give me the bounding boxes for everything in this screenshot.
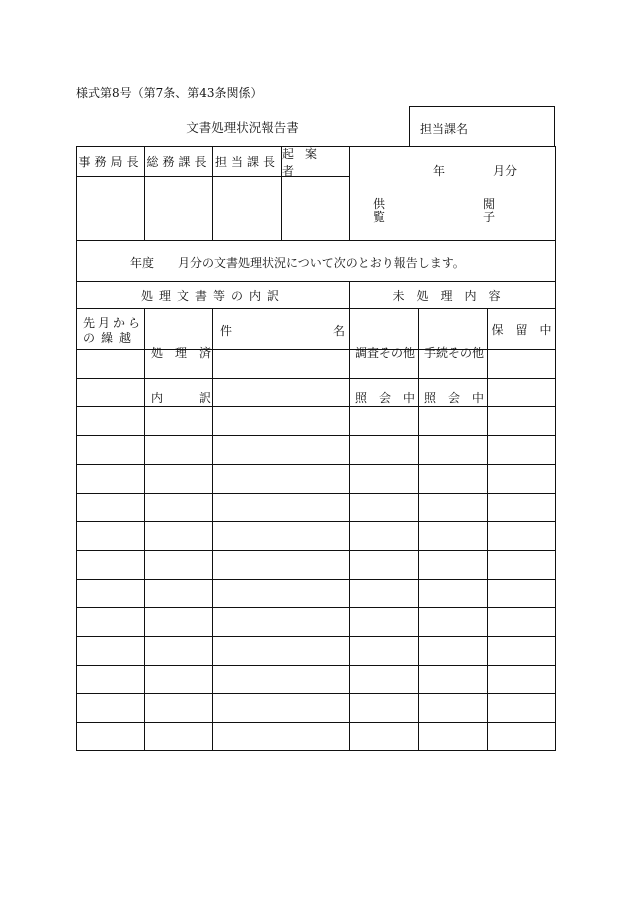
table-cell[interactable]: [419, 436, 487, 464]
table-cell[interactable]: [350, 666, 418, 694]
ran-label: 覧: [373, 210, 386, 224]
table-cell[interactable]: [77, 666, 144, 694]
table-cell[interactable]: [419, 522, 487, 550]
table-row: [77, 350, 555, 378]
table-cell[interactable]: [145, 522, 212, 550]
month-label: 月分: [493, 164, 518, 178]
table-row: [77, 580, 555, 608]
table-cell[interactable]: [350, 580, 418, 608]
table-cell[interactable]: [419, 350, 487, 378]
table-cell[interactable]: [145, 723, 212, 751]
table-cell[interactable]: [77, 723, 144, 751]
report-year-label: 年度: [130, 256, 155, 270]
table-cell[interactable]: [419, 465, 487, 493]
table-cell[interactable]: [145, 436, 212, 464]
table-cell[interactable]: [77, 436, 144, 464]
charge-department-label: 担当課名: [420, 122, 469, 136]
table-cell[interactable]: [145, 551, 212, 579]
kyo-label: 供: [373, 197, 386, 211]
shi-label: 子: [483, 210, 496, 224]
role-secretary-general: 事務局長: [78, 155, 143, 169]
table-cell[interactable]: [488, 522, 555, 550]
table-cell[interactable]: [488, 608, 555, 636]
table-row: [77, 608, 555, 636]
table-row: [77, 494, 555, 522]
col-carryover: 先月から の繰越: [83, 316, 144, 345]
table-cell[interactable]: [77, 379, 144, 407]
table-cell[interactable]: [488, 494, 555, 522]
table-cell[interactable]: [350, 379, 418, 407]
table-row: [77, 694, 555, 722]
table-cell[interactable]: [350, 465, 418, 493]
table-row: [77, 666, 555, 694]
table-cell[interactable]: [145, 580, 212, 608]
table-cell[interactable]: [145, 666, 212, 694]
table-cell[interactable]: [145, 694, 212, 722]
table-cell[interactable]: [145, 350, 212, 378]
table-row: [77, 723, 555, 751]
table-cell[interactable]: [77, 407, 144, 435]
section-pending-header: 未処理内容: [392, 288, 513, 303]
table-cell[interactable]: [350, 608, 418, 636]
report-sentence: 月分の文書処理状況について次のとおり報告します。: [178, 256, 465, 270]
col-processed: 処 理 済 内 訳: [151, 346, 212, 405]
table-cell[interactable]: [145, 637, 212, 665]
col-on-hold: 保 留 中: [491, 322, 552, 337]
table-cell[interactable]: [488, 465, 555, 493]
col-procedure-inquiry: 手続その他 照 会 中: [424, 346, 485, 405]
table-cell[interactable]: [145, 465, 212, 493]
table-cell[interactable]: [419, 723, 487, 751]
table-cell[interactable]: [77, 494, 144, 522]
role-drafter: 起案者: [282, 146, 329, 178]
table-cell[interactable]: [145, 494, 212, 522]
table-cell[interactable]: [77, 694, 144, 722]
table-cell[interactable]: [350, 694, 418, 722]
table-row: [77, 407, 555, 435]
table-cell[interactable]: [419, 666, 487, 694]
table-cell[interactable]: [145, 608, 212, 636]
table-cell[interactable]: [488, 350, 555, 378]
stamp-box-general-affairs-manager[interactable]: [145, 177, 212, 240]
table-cell[interactable]: [350, 407, 418, 435]
charge-department-box[interactable]: [409, 106, 555, 146]
table-cell[interactable]: [488, 436, 555, 464]
table-cell[interactable]: [419, 551, 487, 579]
table-cell[interactable]: [145, 379, 212, 407]
table-row: [77, 551, 555, 579]
table-cell[interactable]: [488, 580, 555, 608]
table-row: [77, 379, 555, 407]
col-survey-inquiry: 調査その他 照 会 中: [355, 346, 416, 405]
table-row: [77, 637, 555, 665]
table-cell[interactable]: [350, 350, 418, 378]
table-cell[interactable]: [419, 580, 487, 608]
table-cell[interactable]: [77, 608, 144, 636]
section-breakdown-header: 処理文書等の内訳: [140, 288, 285, 303]
table-cell[interactable]: [77, 522, 144, 550]
table-row: [77, 522, 555, 550]
table-cell[interactable]: [350, 436, 418, 464]
table-cell[interactable]: [77, 350, 144, 378]
table-cell[interactable]: [77, 637, 144, 665]
etsu-label: 閲: [483, 197, 496, 211]
table-cell[interactable]: [419, 407, 487, 435]
table-cell[interactable]: [350, 723, 418, 751]
table-cell[interactable]: [488, 666, 555, 694]
stamp-box-drafter[interactable]: [282, 177, 349, 240]
table-cell[interactable]: [350, 494, 418, 522]
table-cell[interactable]: [350, 637, 418, 665]
table-cell[interactable]: [77, 580, 144, 608]
table-cell[interactable]: [419, 379, 487, 407]
col-mei: 名: [333, 324, 346, 338]
table-cell[interactable]: [488, 637, 555, 665]
role-section-manager: 担当課長: [214, 155, 279, 169]
table-cell[interactable]: [419, 694, 487, 722]
table-cell[interactable]: [350, 522, 418, 550]
col-ken: 件: [220, 324, 233, 338]
table-row: [77, 465, 555, 493]
form-number-label: 様式第8号（第7条、第43条関係）: [76, 86, 263, 100]
form-title: 文書処理状況報告書: [186, 120, 299, 135]
table-cell[interactable]: [488, 407, 555, 435]
table-cell[interactable]: [350, 551, 418, 579]
table-cell[interactable]: [77, 465, 144, 493]
table-cell[interactable]: [419, 637, 487, 665]
table-cell[interactable]: [488, 551, 555, 579]
report-sheet: [76, 146, 556, 751]
table-cell[interactable]: [419, 494, 487, 522]
table-cell[interactable]: [145, 407, 212, 435]
table-cell[interactable]: [488, 723, 555, 751]
table-row: [77, 436, 555, 464]
role-general-affairs-manager: 総務課長: [146, 155, 211, 169]
table-cell[interactable]: [77, 551, 144, 579]
stamp-box-section-manager[interactable]: [213, 177, 281, 240]
year-label: 年: [433, 164, 446, 178]
table-cell[interactable]: [419, 608, 487, 636]
stamp-box-secretary-general[interactable]: [77, 177, 144, 240]
table-cell[interactable]: [488, 379, 555, 407]
table-cell[interactable]: [488, 694, 555, 722]
